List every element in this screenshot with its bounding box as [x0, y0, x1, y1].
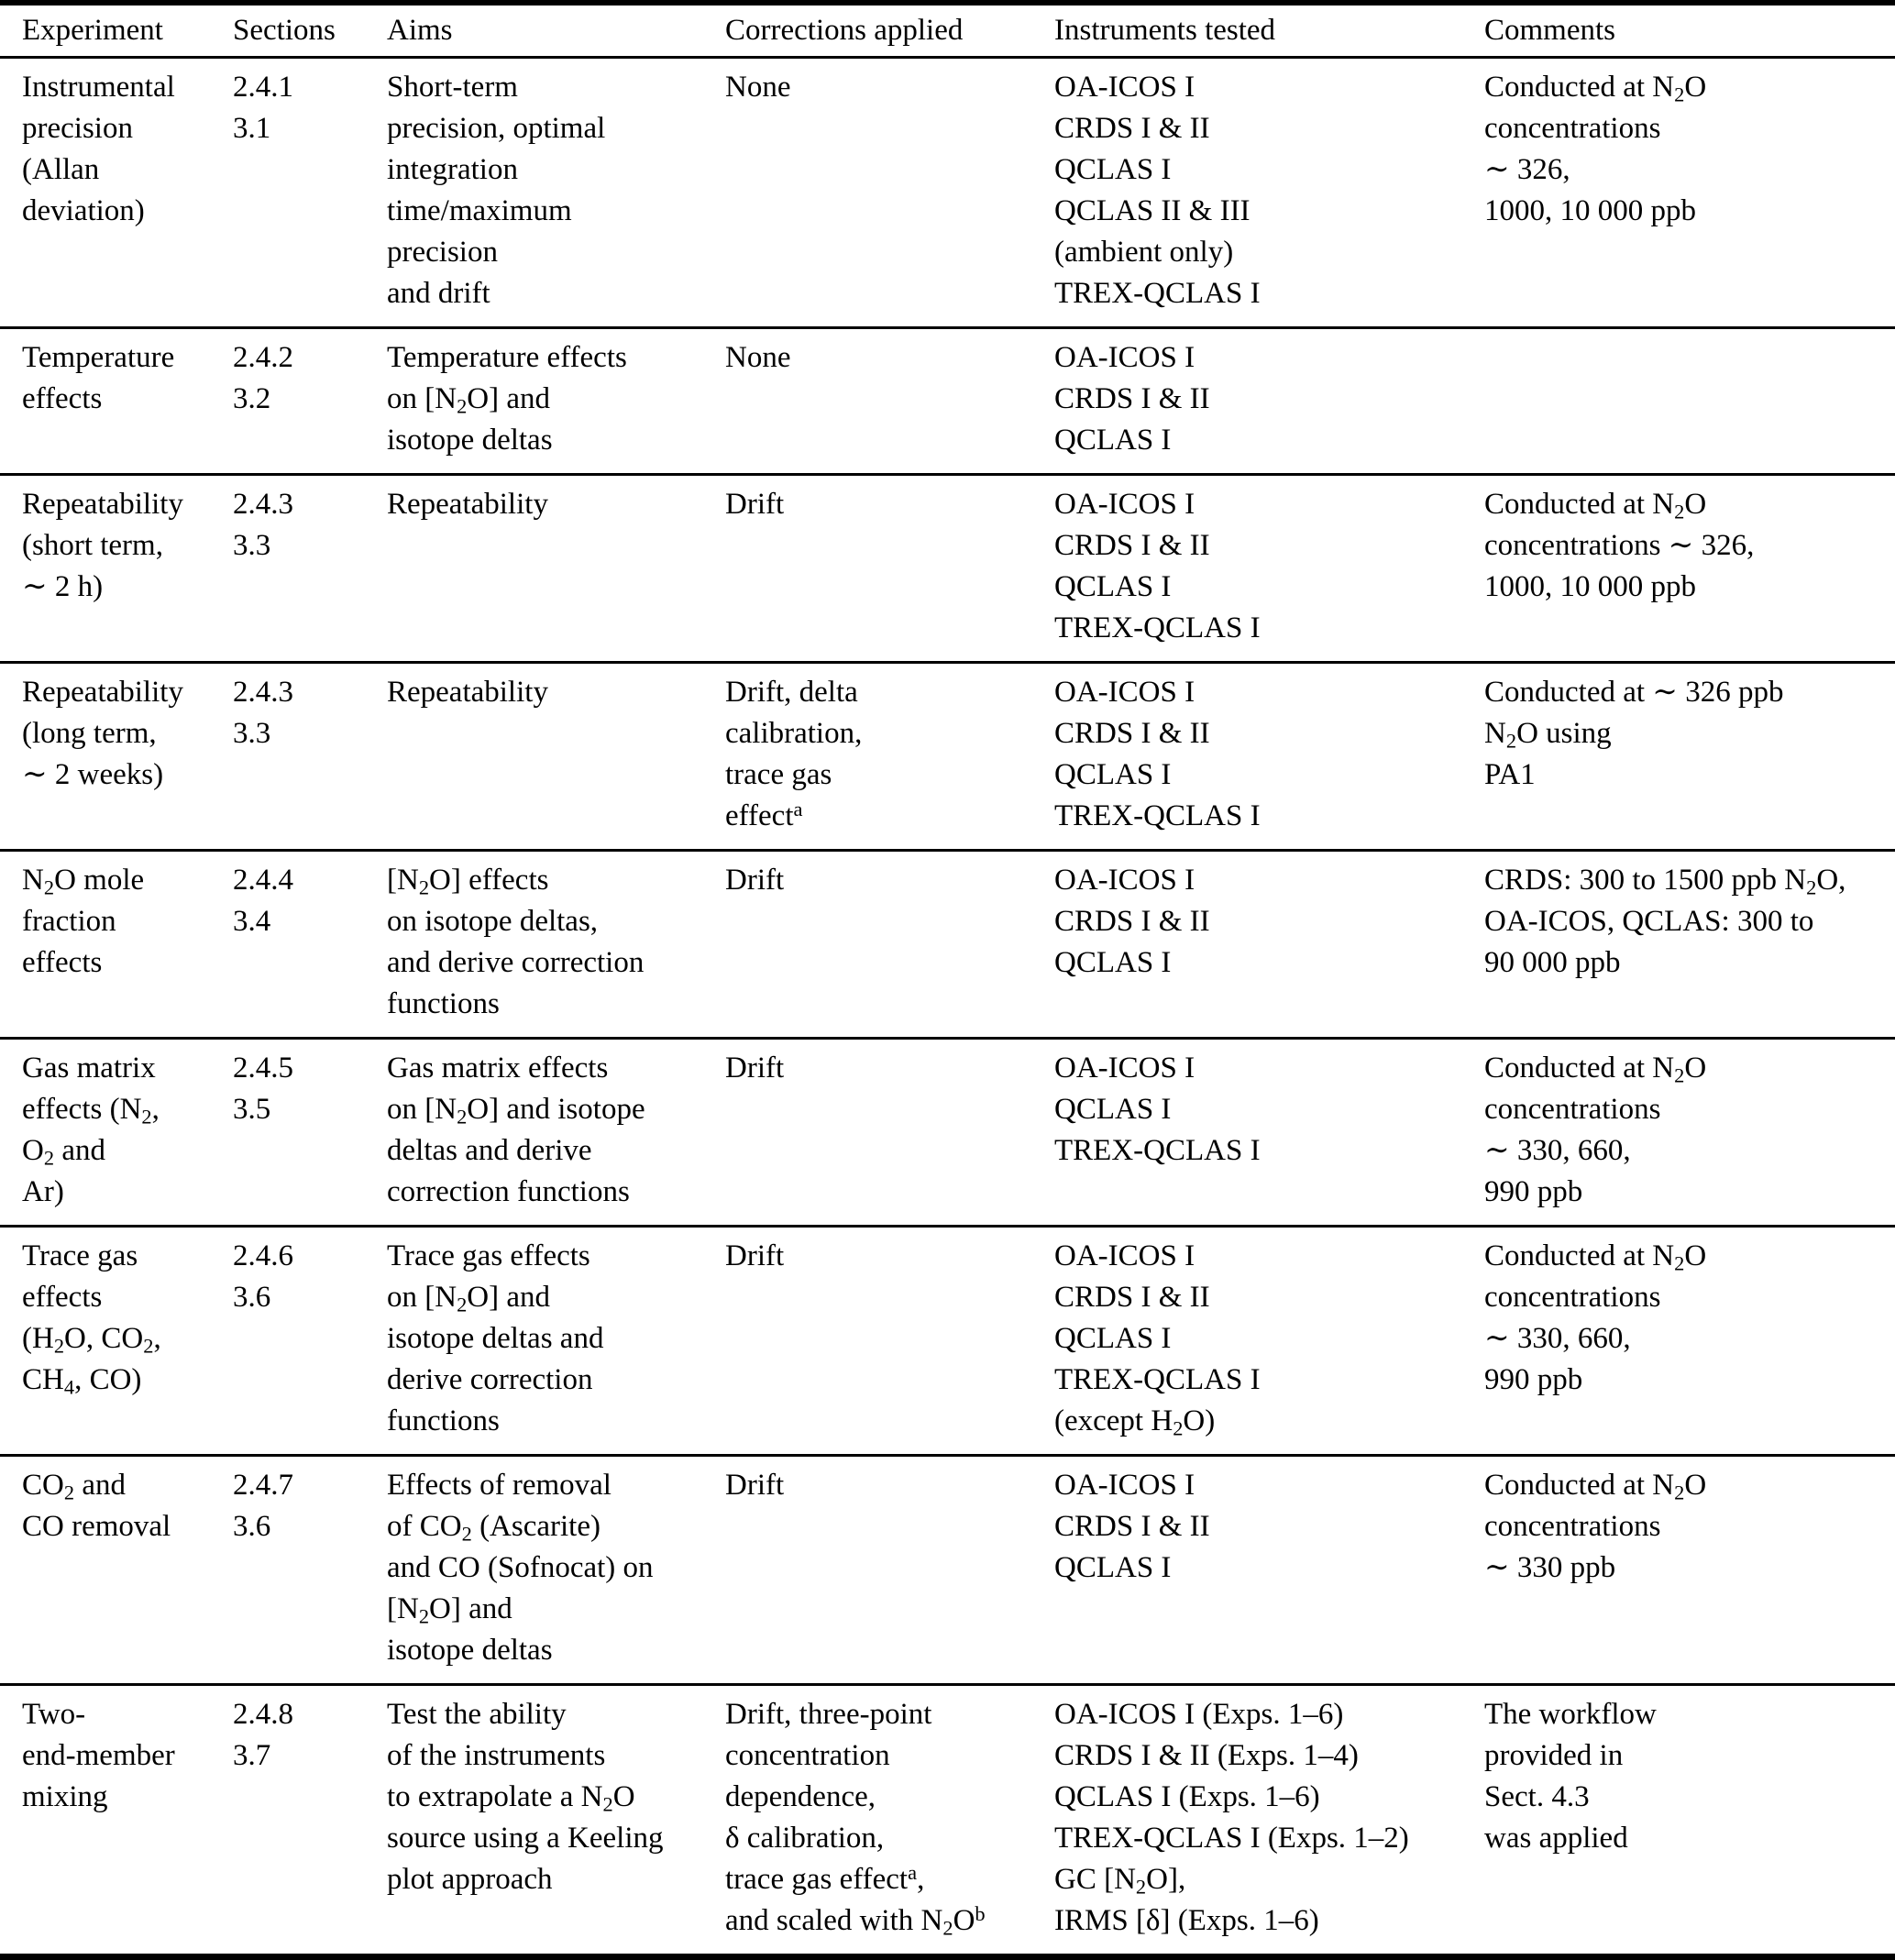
cell-comments: The workflow provided in Sect. 4.3 was applied [1484, 1698, 1657, 1855]
col-header-comments: Comments [1484, 14, 1616, 47]
table-row [0, 1685, 1895, 1957]
cell-experiment: Repeatability (long term, ∼ 2 weeks) [22, 676, 183, 791]
cell-instruments: OA-ICOS I (Exps. 1–6) CRDS I & II (Exps. 1–4) QCLAS I (Exps. 1–6) TREX-QCLAS I (Exps. 1–2) GC $[N_2O]$, IRMS [δ] (Exps. 1–6) [1054, 1698, 1409, 1937]
cell-instruments: OA-ICOS I CRDS I & II QCLAS I TREX-QCLAS I [1054, 676, 1261, 832]
table-row [0, 663, 1895, 851]
cell-aims: Repeatability [387, 488, 548, 521]
cell-sections: 2.4.7 3.6 [233, 1469, 293, 1543]
cell-aims: Gas matrix effects on $[N_2O]$ and isotope deltas and derive correction functions [387, 1052, 645, 1208]
cell-corrections: Drift [725, 864, 785, 897]
cell-sections: 2.4.8 3.7 [233, 1698, 293, 1772]
cell-comments: Conducted at $N_2O$ concentrations ∼ 330 ppb [1484, 1469, 1707, 1584]
cell-corrections: None [725, 71, 791, 104]
col-header-experiment: Experiment [22, 14, 163, 47]
cell-comments: Conducted at $N_2O$ concentrations ∼ 330, 660, 990 ppb [1484, 1239, 1707, 1396]
cell-aims: Short-term precision, optimal integration time/maximum precision and drift [387, 71, 606, 310]
cell-comments: Conducted at $N_2O$ concentrations ∼ 326, 1000, 10 000 ppb [1484, 71, 1707, 227]
col-header-sections: Sections [233, 14, 336, 47]
cell-instruments: OA-ICOS I CRDS I & II QCLAS I [1054, 341, 1210, 457]
col-header-corrections: Corrections applied [725, 14, 964, 47]
col-header-aims: Aims [387, 14, 453, 47]
cell-aims: Trace gas effects on $[N_2O]$ and isotope deltas and derive correction functions [387, 1239, 604, 1437]
cell-sections: 2.4.3 3.3 [233, 488, 293, 562]
cell-instruments: OA-ICOS I CRDS I & II QCLAS I [1054, 1469, 1210, 1584]
cell-sections: 2.4.5 3.5 [233, 1052, 293, 1126]
cell-corrections: Drift [725, 1239, 785, 1272]
cell-sections: 2.4.2 3.2 [233, 341, 293, 415]
table-row [0, 328, 1895, 475]
cell-sections: 2.4.6 3.6 [233, 1239, 293, 1314]
cell-sections: 2.4.4 3.4 [233, 864, 293, 938]
cell-experiment: Repeatability (short term, ∼ 2 h) [22, 488, 183, 603]
table-row [0, 851, 1895, 1039]
cell-instruments: OA-ICOS I CRDS I & II QCLAS I QCLAS II & III (ambient only) TREX-QCLAS I [1054, 71, 1261, 310]
header-row [0, 3, 1895, 58]
cell-experiment: Two- end-member mixing [22, 1698, 175, 1813]
cell-instruments: OA-ICOS I CRDS I & II QCLAS I TREX-QCLAS I [1054, 488, 1261, 644]
cell-experiment: $CO_2$ and CO removal [22, 1469, 171, 1543]
cell-experiment: $N_2O$ mole fraction effects [22, 864, 145, 979]
col-header-instruments: Instruments tested [1054, 14, 1276, 47]
cell-aims: Test the ability of the instruments to extrapolate a $N_2O$ source using a Keeling plot approach [387, 1698, 664, 1896]
cell-experiment: Gas matrix effects ($N_2$, $O_2$ and Ar) [22, 1052, 160, 1208]
cell-experiment: Temperature effects [22, 341, 175, 415]
table-row [0, 58, 1895, 328]
cell-instruments: OA-ICOS I CRDS I & II QCLAS I TREX-QCLAS I (except $H_2O$) [1054, 1239, 1261, 1440]
cell-aims: Repeatability [387, 676, 548, 709]
table-row [0, 475, 1895, 663]
table-row [0, 1039, 1895, 1227]
cell-comments [1484, 328, 1895, 475]
cell-experiment: Trace gas effects ($H_2O$, $CO_2$, $CH_4$, CO) [22, 1239, 161, 1399]
cell-sections: 2.4.3 3.3 [233, 676, 293, 750]
cell-corrections: Drift [725, 488, 785, 521]
cell-comments: Conducted at ∼ 326 ppb $N_2O$ using PA1 [1484, 676, 1784, 791]
cell-instruments: OA-ICOS I CRDS I & II QCLAS I [1054, 864, 1210, 979]
cell-corrections: Drift, three-point concentration dependence, δ calibration, trace gas effect$^a$, and scaled with $N_2O^b$ [725, 1698, 986, 1940]
cell-corrections: Drift [725, 1052, 785, 1085]
cell-aims: Effects of removal of $CO_2$ (Ascarite) and CO (Sofnocat) on $[N_2O]$ and isotope deltas [387, 1469, 654, 1667]
cell-experiment: Instrumental precision (Allan deviation) [22, 71, 175, 227]
cell-aims: $[N_2O]$ effects on isotope deltas, and derive correction functions [387, 864, 645, 1020]
cell-corrections: Drift [725, 1469, 785, 1502]
cell-corrections: Drift, delta calibration, trace gas effect$^a$ [725, 676, 863, 832]
cell-comments: Conducted at $N_2O$ concentrations ∼ 326, 1000, 10 000 ppb [1484, 488, 1755, 603]
cell-comments: Conducted at $N_2O$ concentrations ∼ 330, 660, 990 ppb [1484, 1052, 1707, 1208]
cell-aims: Temperature effects on $[N_2O]$ and isotope deltas [387, 341, 627, 457]
cell-comments: CRDS: 300 to 1500 ppb $N_2O$, OA-ICOS, QCLAS: 300 to 90 000 ppb [1484, 864, 1846, 979]
cell-corrections: None [725, 341, 791, 374]
table-row [0, 1456, 1895, 1685]
cell-instruments: OA-ICOS I QCLAS I TREX-QCLAS I [1054, 1052, 1261, 1167]
cell-sections: 2.4.1 3.1 [233, 71, 293, 145]
table-row [0, 1227, 1895, 1456]
